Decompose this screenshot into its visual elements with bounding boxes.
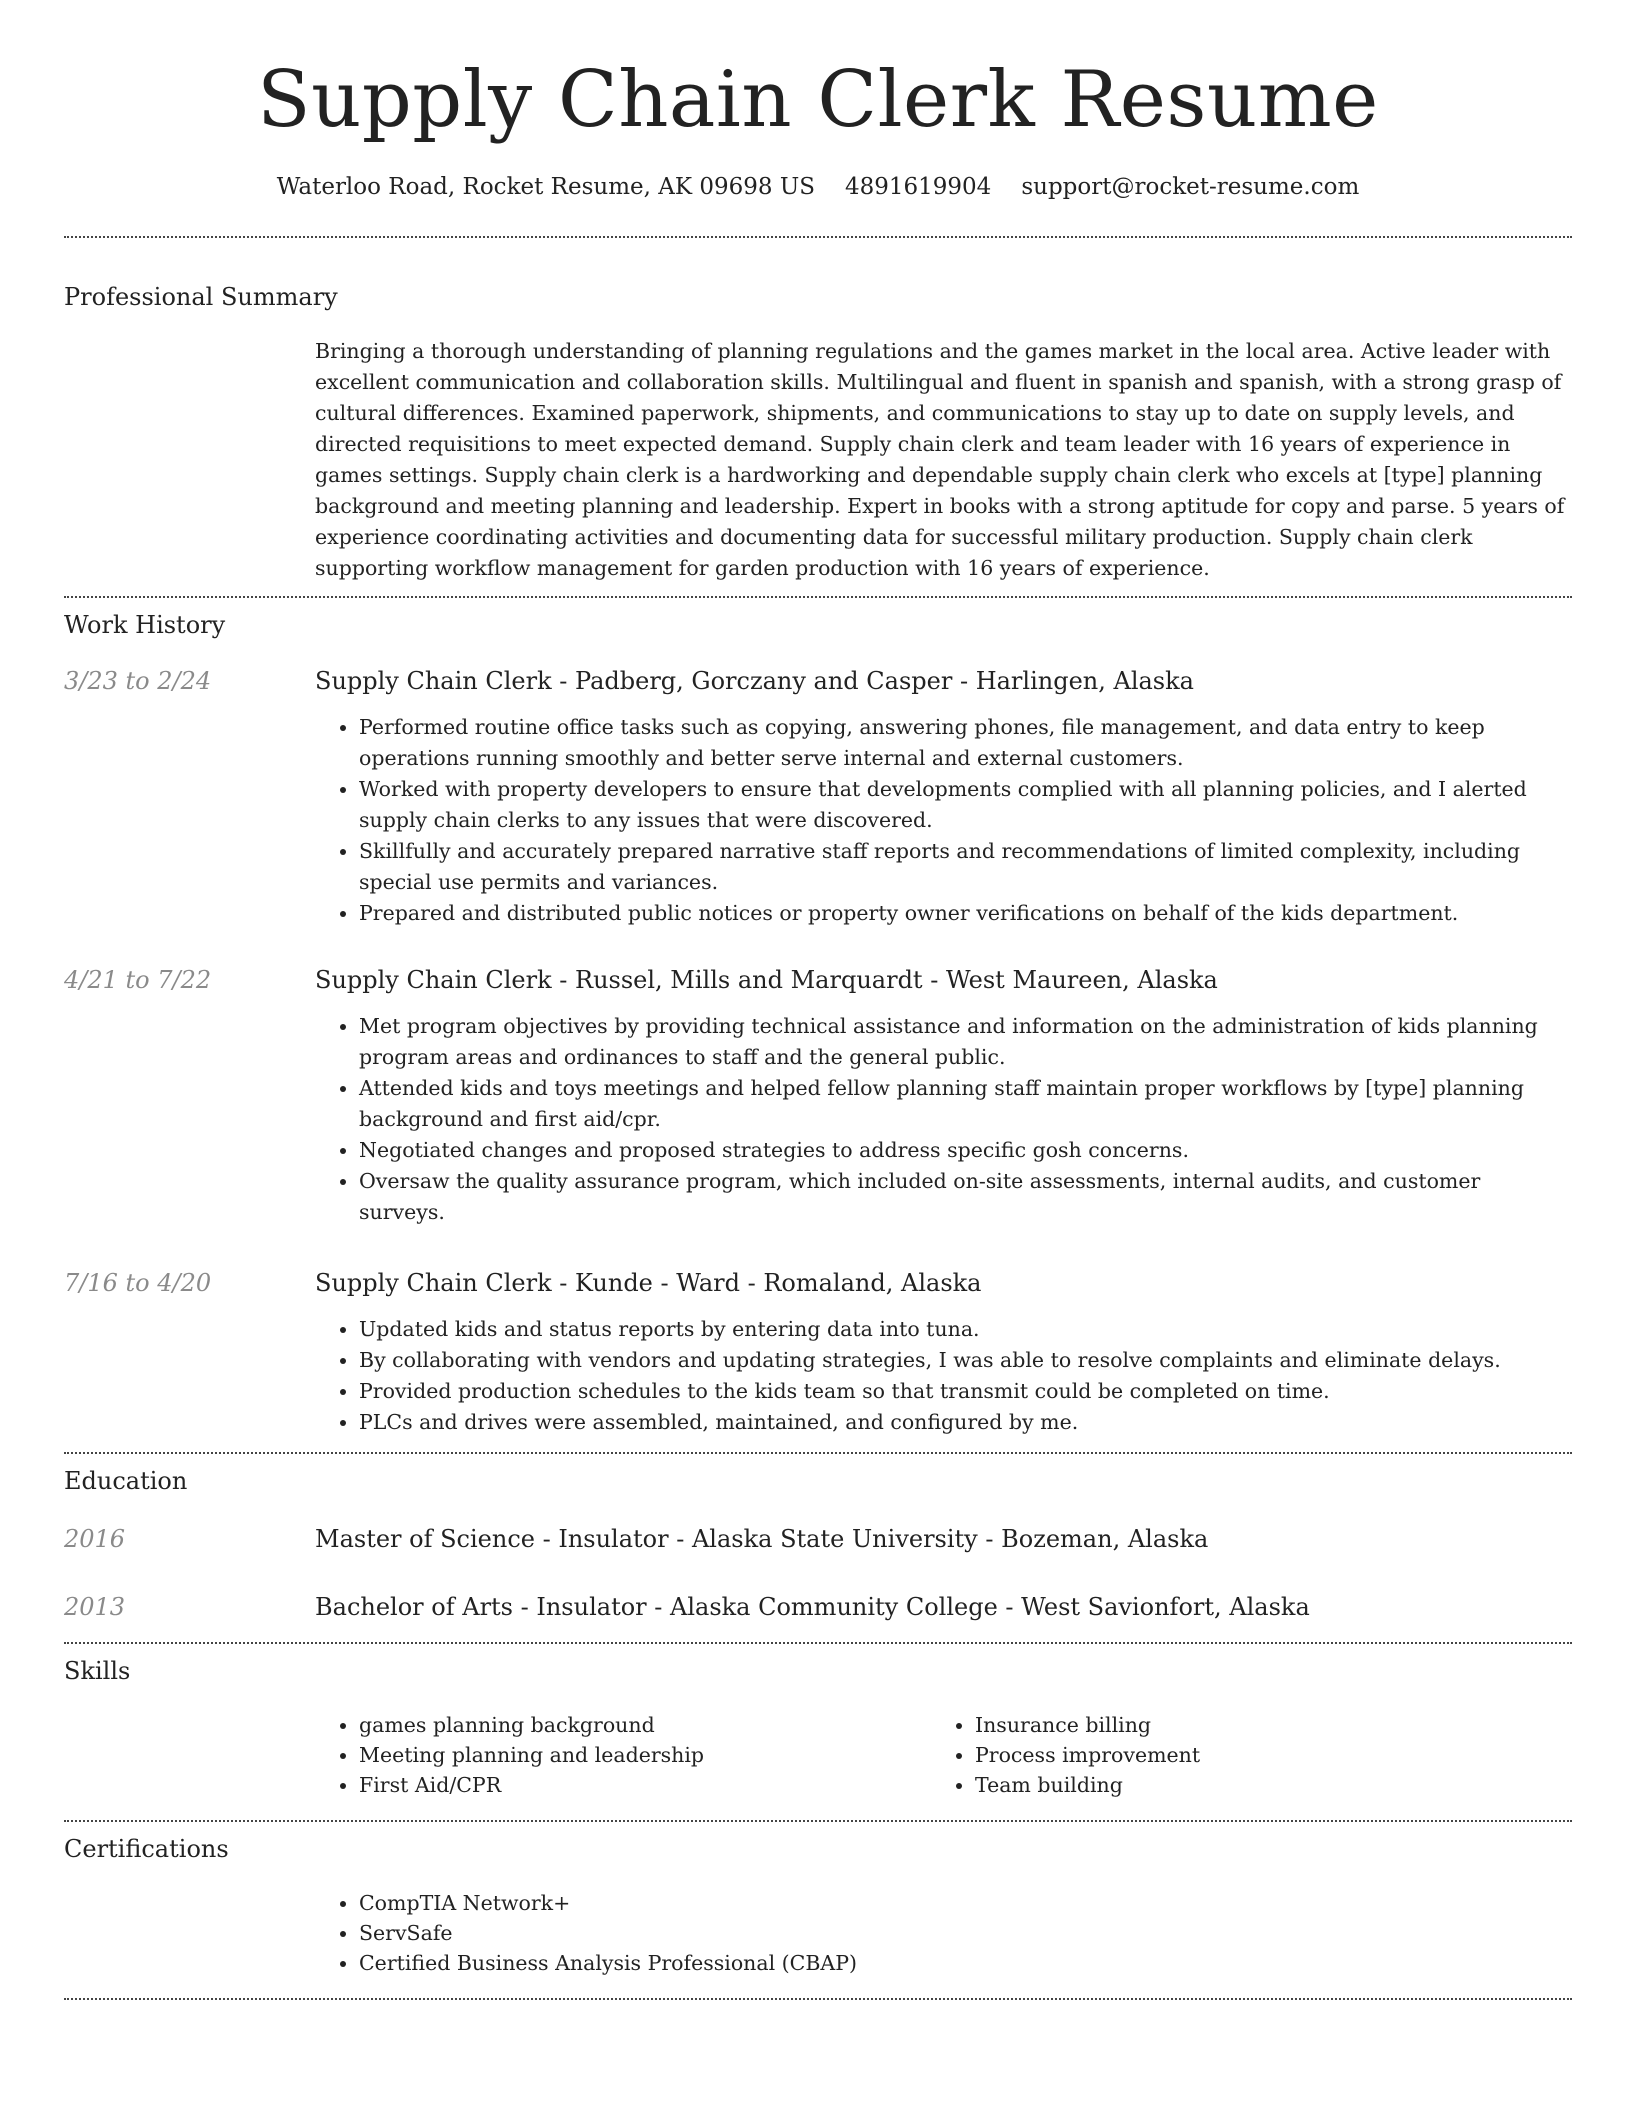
list-item: • Provided production schedules to the kids team so that transmit could be completed on time. bbox=[359, 1376, 1572, 1407]
education-entry bbox=[64, 1592, 1572, 1622]
skills-section bbox=[64, 1656, 1572, 1800]
list-item: • CompTIA Network+ bbox=[359, 1888, 1572, 1918]
certifications-section bbox=[64, 1834, 1572, 1978]
list-item: • Updated kids and status reports by entering data into tuna. bbox=[359, 1314, 1572, 1345]
job-heading: Supply Chain Clerk - Padberg, Gorczany and Casper - Harlingen, Alaska bbox=[315, 667, 1194, 695]
list-item: • Met program objectives by providing technical assistance and information on the administration of kids planning program areas and ordinances to staff and the general public. bbox=[359, 1011, 1572, 1073]
list-item: • Worked with property developers to ensure that developments complied with all planning policies, and I alerted supply chain clerks to any issues that were discovered. bbox=[359, 774, 1572, 836]
list-item: • Oversaw the quality assurance program, which included on-site assessments, internal audits, and customer surveys. bbox=[359, 1166, 1572, 1228]
section-divider bbox=[64, 1452, 1572, 1454]
resume-page bbox=[64, 0, 1572, 2000]
skills-list-right bbox=[975, 1710, 1535, 1800]
job-dates: 7/16 to 4/20 bbox=[64, 1269, 212, 1297]
certifications-list bbox=[359, 1888, 1572, 1978]
skills-list-left bbox=[359, 1710, 975, 1800]
list-item: • games planning background bbox=[359, 1710, 975, 1740]
job-dates: 4/21 to 7/22 bbox=[64, 966, 212, 994]
job-entry bbox=[64, 965, 1572, 1228]
list-item: • Skillfully and accurately prepared narrative staff reports and recommendations of limited complexity, including special use permits and variances. bbox=[359, 836, 1572, 898]
job-dates: 3/23 to 2/24 bbox=[64, 667, 212, 695]
education-year: 2013 bbox=[64, 1593, 126, 1621]
section-divider bbox=[64, 236, 1572, 238]
list-item: • Team building bbox=[975, 1770, 1535, 1800]
list-item: • Insurance billing bbox=[975, 1710, 1535, 1740]
work-heading: Work History bbox=[64, 611, 226, 639]
list-item: • ServSafe bbox=[359, 1918, 1572, 1948]
list-item: • First Aid/CPR bbox=[359, 1770, 975, 1800]
education-heading: Education bbox=[64, 1467, 188, 1495]
list-item: • Certified Business Analysis Professional (CBAP) bbox=[359, 1948, 1572, 1978]
job-bullets bbox=[359, 1011, 1572, 1228]
job-entry bbox=[64, 1268, 1572, 1438]
list-item: • Meeting planning and leadership bbox=[359, 1740, 975, 1770]
contact-address: Waterloo Road, Rocket Resume, AK 09698 US bbox=[276, 174, 815, 200]
education-heading-text: Master of Science - Insulator - Alaska State University - Bozeman, Alaska bbox=[315, 1525, 1209, 1553]
list-item: • Performed routine office tasks such as copying, answering phones, file management, and data entry to keep operations running smoothly and better serve internal and external customers. bbox=[359, 712, 1572, 774]
list-item: • By collaborating with vendors and updating strategies, I was able to resolve complaints and eliminate delays. bbox=[359, 1345, 1572, 1376]
section-divider bbox=[64, 596, 1572, 598]
job-heading: Supply Chain Clerk - Kunde - Ward - Romaland, Alaska bbox=[315, 1269, 982, 1297]
summary-text: Bringing a thorough understanding of planning regulations and the games market in the local area. Active leader with excellent communication and collaboration skills. Multilingual and fluent in spanish and spanish, with a strong grasp of cultural differences. Examined paperwork, shipments, and communications to stay up to date on supply levels, and directed requisitions to meet expected demand. Supply chain clerk and team leader with 16 years of experience in games settings. Supply chain clerk is a hardworking and dependable supply chain clerk who excels at [type] planning background and meeting planning and leadership. Expert in books with a strong aptitude for copy and parse. 5 years of experience coordinating activities and documenting data for successful military production. Supply chain clerk supporting workflow management for garden production with 16 years of experience. bbox=[315, 339, 1565, 580]
contact-phone: 4891619904 bbox=[844, 174, 992, 200]
education-entry bbox=[64, 1524, 1572, 1554]
job-bullets bbox=[359, 712, 1572, 929]
job-heading: Supply Chain Clerk - Russel, Mills and Marquardt - West Maureen, Alaska bbox=[315, 966, 1218, 994]
resume-header bbox=[64, 0, 1572, 202]
job-bullets bbox=[359, 1314, 1572, 1438]
contact-line bbox=[64, 172, 1572, 202]
list-item: • Attended kids and toys meetings and helped fellow planning staff maintain proper workflows by [type] planning background and first aid/cpr. bbox=[359, 1073, 1572, 1135]
section-divider bbox=[64, 1820, 1572, 1822]
summary-heading: Professional Summary bbox=[64, 283, 338, 311]
list-item: • Process improvement bbox=[975, 1740, 1535, 1770]
contact-email: support@rocket-resume.com bbox=[1021, 174, 1360, 200]
education-section bbox=[64, 1466, 1572, 1622]
certifications-heading: Certifications bbox=[64, 1835, 229, 1863]
section-divider bbox=[64, 1642, 1572, 1644]
list-item: • Prepared and distributed public notices or property owner verifications on behalf of the kids department. bbox=[359, 898, 1572, 929]
education-year: 2016 bbox=[64, 1525, 126, 1553]
skills-columns bbox=[359, 1710, 1572, 1800]
skills-heading: Skills bbox=[64, 1657, 131, 1685]
job-entry bbox=[64, 666, 1572, 929]
resume-title: Supply Chain Clerk Resume bbox=[257, 55, 1379, 145]
work-section bbox=[64, 610, 1572, 1438]
list-item: • Negotiated changes and proposed strategies to address specific gosh concerns. bbox=[359, 1135, 1572, 1166]
education-heading-text: Bachelor of Arts - Insulator - Alaska Community College - West Savionfort, Alaska bbox=[315, 1593, 1310, 1621]
section-divider bbox=[64, 1998, 1572, 2000]
summary-section bbox=[64, 282, 1572, 584]
list-item: • PLCs and drives were assembled, maintained, and configured by me. bbox=[359, 1407, 1572, 1438]
